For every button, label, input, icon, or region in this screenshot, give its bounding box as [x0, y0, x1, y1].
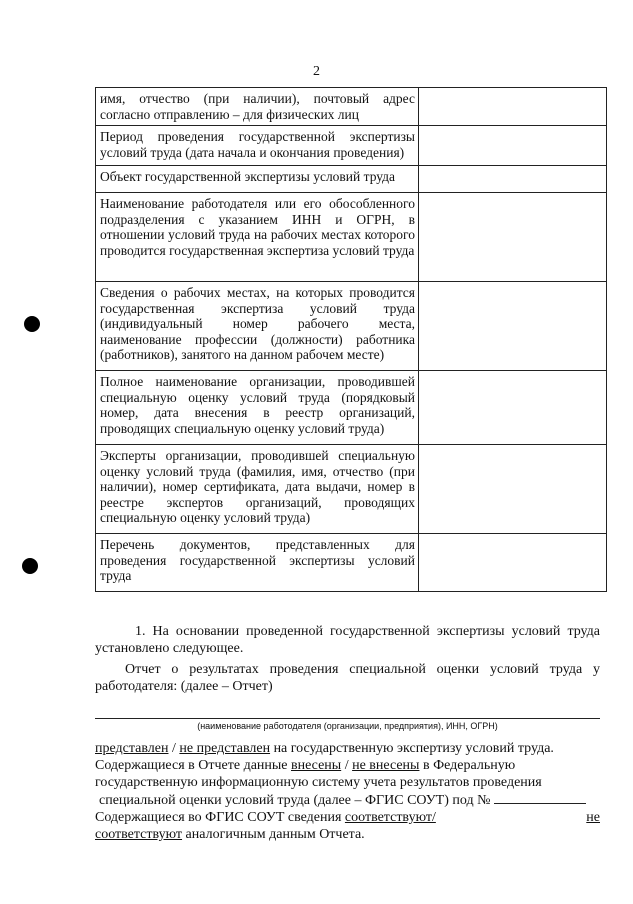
row-label: Объект государственной экспертизы условий труда: [96, 166, 419, 193]
row-value[interactable]: [419, 534, 607, 592]
table-row: [96, 371, 607, 445]
row-value[interactable]: [419, 166, 607, 193]
employer-name-caption: (наименование работодателя (организации, предприятия), ИНН, ОГРН): [197, 721, 498, 731]
registry-number-field[interactable]: [494, 791, 586, 804]
row-value[interactable]: [419, 371, 607, 445]
row-value[interactable]: [419, 445, 607, 534]
row-value[interactable]: [419, 282, 607, 371]
row-label: имя, отчество (при наличии), почтовый адрес согласно отправлению – для физических лиц: [96, 88, 419, 126]
info-table: [95, 87, 607, 592]
punch-hole: [22, 558, 38, 574]
employer-name-line[interactable]: [95, 718, 600, 719]
not-represented-option[interactable]: не представлен: [179, 741, 271, 756]
table-row: [96, 193, 607, 282]
row-value[interactable]: [419, 126, 607, 166]
table-row: [96, 126, 607, 166]
row-label: Сведения о рабочих местах, на которых проводится государственная экспертиза условий труда (индивидуальный номер рабочего места, наименование профессии (должности) работника (работников), занятого на данном рабочем месте): [96, 282, 419, 371]
represented-option[interactable]: представлен: [95, 741, 169, 756]
table-row: [96, 166, 607, 193]
row-value[interactable]: [419, 88, 607, 126]
table-row: [96, 534, 607, 592]
not-option[interactable]: не: [586, 810, 600, 825]
row-label: Наименование работодателя или его обособленного подразделения с указанием ИНН и ОГРН, в отношении условий труда на рабочих местах которого проводится государственная экспертиза условий труда: [96, 193, 419, 282]
not-match-option[interactable]: соответствуют: [95, 827, 183, 842]
entered-option[interactable]: внесены: [291, 758, 342, 773]
finding-paragraph: 1. На основании проведенной государственной экспертизы условий труда установлено следующее.: [95, 624, 600, 656]
table-row: [96, 445, 607, 534]
row-value[interactable]: [419, 193, 607, 282]
table-row: [96, 88, 607, 126]
row-label: Перечень документов, представленных для проведения государственной экспертизы условий труда: [96, 534, 419, 592]
row-label: Эксперты организации, проводившей специальную оценку условий труда (фамилия, имя, отчество (при наличии), номер сертификата, дата выдачи, номер в реестре экспертов организаций, проводящих специальную оценку условий труда): [96, 445, 419, 534]
status-paragraph: представлен / не представлен на государственную экспертизу условий труда. Содержащиеся в Отчете данные внесены / не внесены в Федеральную государственную информационную систему учета результатов проведения специальной оценки условий труда (далее – ФГИС СОУТ) под № Содержащиеся во ФГИС СОУТ сведения соответствуют/ не соответствуют аналогичным данным Отчета.: [95, 741, 600, 842]
page-number: 2: [313, 64, 320, 79]
row-label: Полное наименование организации, проводившей специальную оценку условий труда (порядковый номер, дата внесения в реестр организаций, проводящих специальную оценку условий труда): [96, 371, 419, 445]
fgis-line: государственную информационную систему учета результатов проведения: [95, 775, 542, 790]
punch-hole: [24, 316, 40, 332]
table-row: [96, 282, 607, 371]
report-paragraph: Отчет о результатах проведения специальной оценки условий труда у работодателя: (далее – Отчет): [95, 662, 600, 694]
not-entered-option[interactable]: не внесены: [352, 758, 420, 773]
row-label: Период проведения государственной экспертизы условий труда (дата начала и окончания проведения): [96, 126, 419, 166]
match-option[interactable]: соответствуют/: [344, 810, 436, 825]
